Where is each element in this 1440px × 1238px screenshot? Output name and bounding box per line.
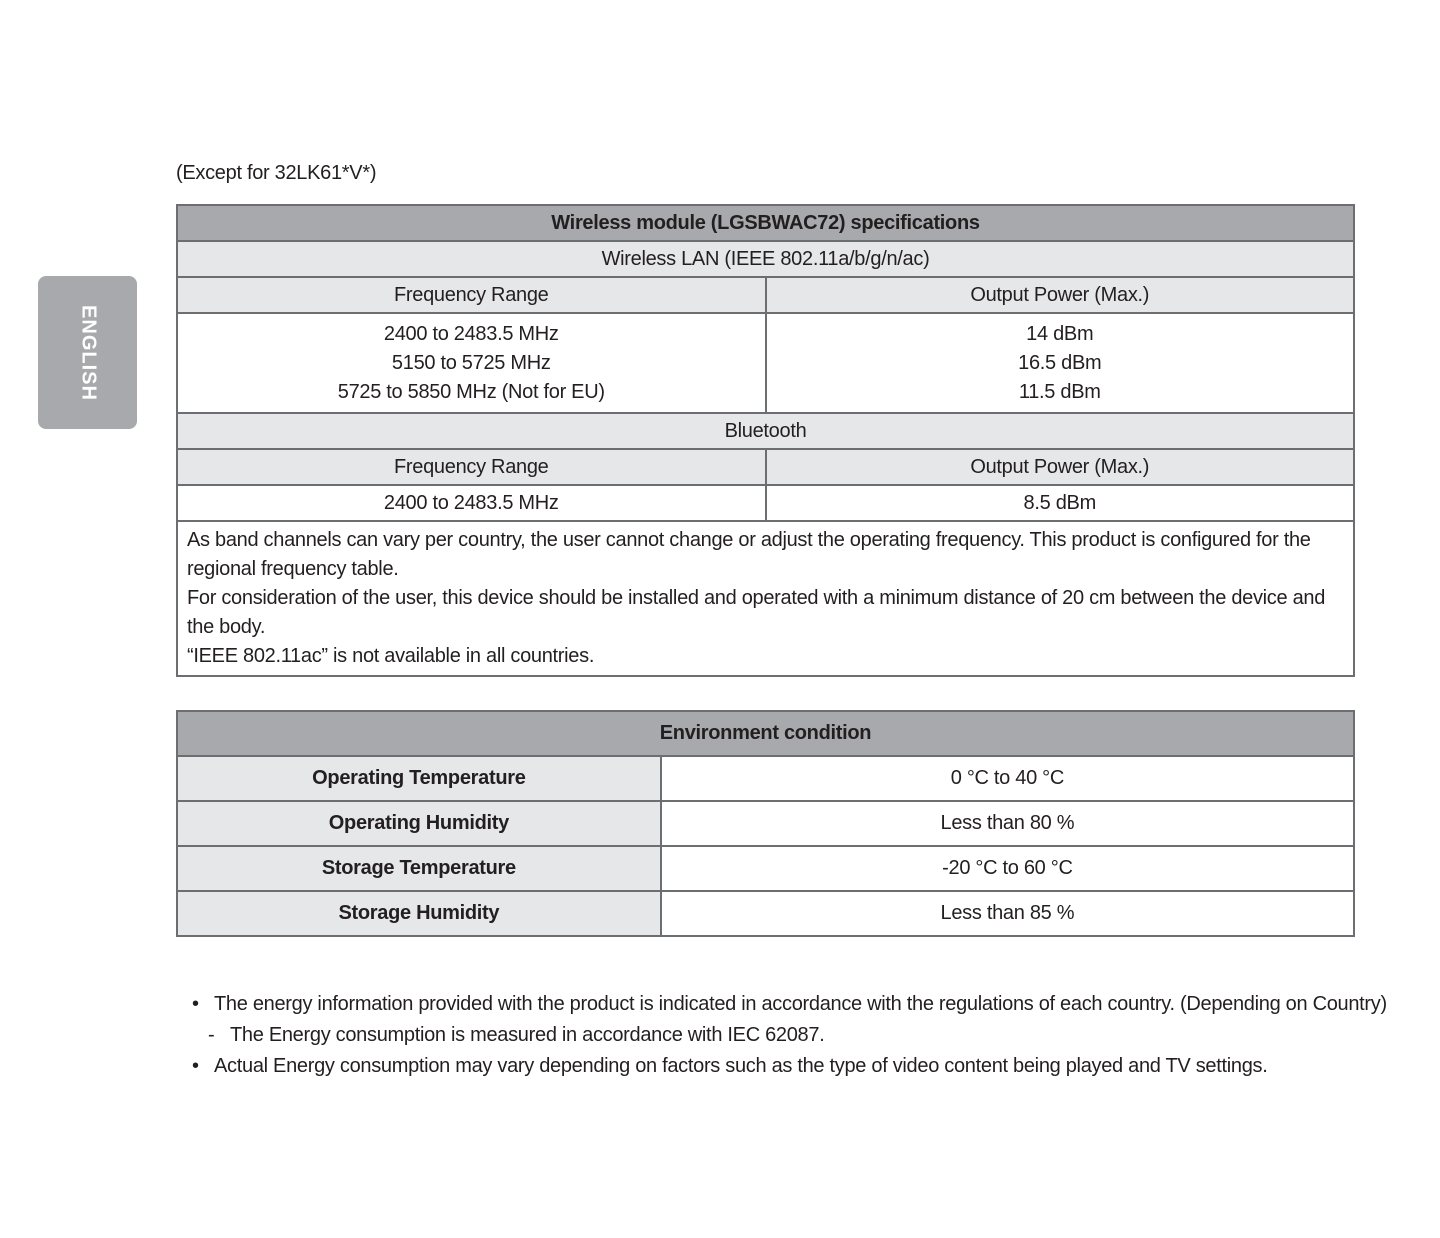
wireless-note: As band channels can vary per country, the user cannot change or adjust the operating frequency. This product is configured for the regional frequency table. [187,529,1311,580]
environment-table [176,710,1355,937]
wlan-power-value: 16.5 dBm [1018,351,1102,374]
language-tab-label: ENGLISH [77,304,99,401]
wlan-frequency-value: 5150 to 5725 MHz [391,351,551,374]
energy-note-text: The energy information provided with the product is indicated in accordance with the regulations of each country. (Depending on Country) [214,993,1387,1015]
wireless-spec-table [176,204,1355,677]
list-item [192,1020,1387,1051]
language-tab [38,276,137,429]
model-exception-note: (Except for 32LK61*V*) [176,162,377,184]
condition-value: Less than 80 % [661,801,1354,846]
condition-value: Less than 85 % [661,891,1354,936]
condition-label: Storage Temperature [177,846,661,891]
bullet-mark: • [192,993,199,1015]
bluetooth-frequency-value: 2400 to 2483.5 MHz [177,485,766,521]
list-item [192,989,1387,1020]
wlan-frequency-header: Frequency Range [177,277,766,313]
wlan-power-header: Output Power (Max.) [766,277,1355,313]
bluetooth-heading: Bluetooth [177,413,1354,449]
wlan-power-value: 11.5 dBm [1018,380,1101,403]
bullet-mark: • [192,1055,199,1077]
condition-label: Operating Humidity [177,801,661,846]
energy-note-text: Actual Energy consumption may vary depending on factors such as the type of video content being played and TV settings. [214,1055,1268,1077]
condition-label: Storage Humidity [177,891,661,936]
wlan-heading: Wireless LAN (IEEE 802.11a/b/g/n/ac) [177,241,1354,277]
wlan-frequency-cell [177,313,766,413]
wlan-frequency-value: 2400 to 2483.5 MHz [383,322,559,345]
wlan-power-value: 14 dBm [1026,322,1094,345]
list-item [192,1051,1387,1082]
wireless-note: “IEEE 802.11ac” is not available in all countries. [187,645,595,667]
wlan-power-cell [766,313,1355,413]
dash-mark: - [208,1024,215,1046]
table-row [177,801,1354,846]
energy-notes [192,989,1387,1082]
condition-value: 0 °C to 40 °C [661,756,1354,801]
condition-value: -20 °C to 60 °C [661,846,1354,891]
environment-table-title: Environment condition [177,711,1354,756]
wlan-frequency-value: 5725 to 5850 MHz (Not for EU) [337,380,605,403]
bluetooth-power-value: 8.5 dBm [766,485,1355,521]
condition-label: Operating Temperature [177,756,661,801]
energy-subnote-text: The Energy consumption is measured in accordance with IEC 62087. [230,1024,825,1046]
table-row [177,846,1354,891]
table-row [177,756,1354,801]
wireless-note: For consideration of the user, this device should be installed and operated with a minimum distance of 20 cm between the device and the body. [187,587,1326,638]
bluetooth-frequency-header: Frequency Range [177,449,766,485]
wireless-notes-cell [177,521,1354,676]
table-row [177,891,1354,936]
bluetooth-power-header: Output Power (Max.) [766,449,1355,485]
wireless-table-title: Wireless module (LGSBWAC72) specifications [177,205,1354,241]
